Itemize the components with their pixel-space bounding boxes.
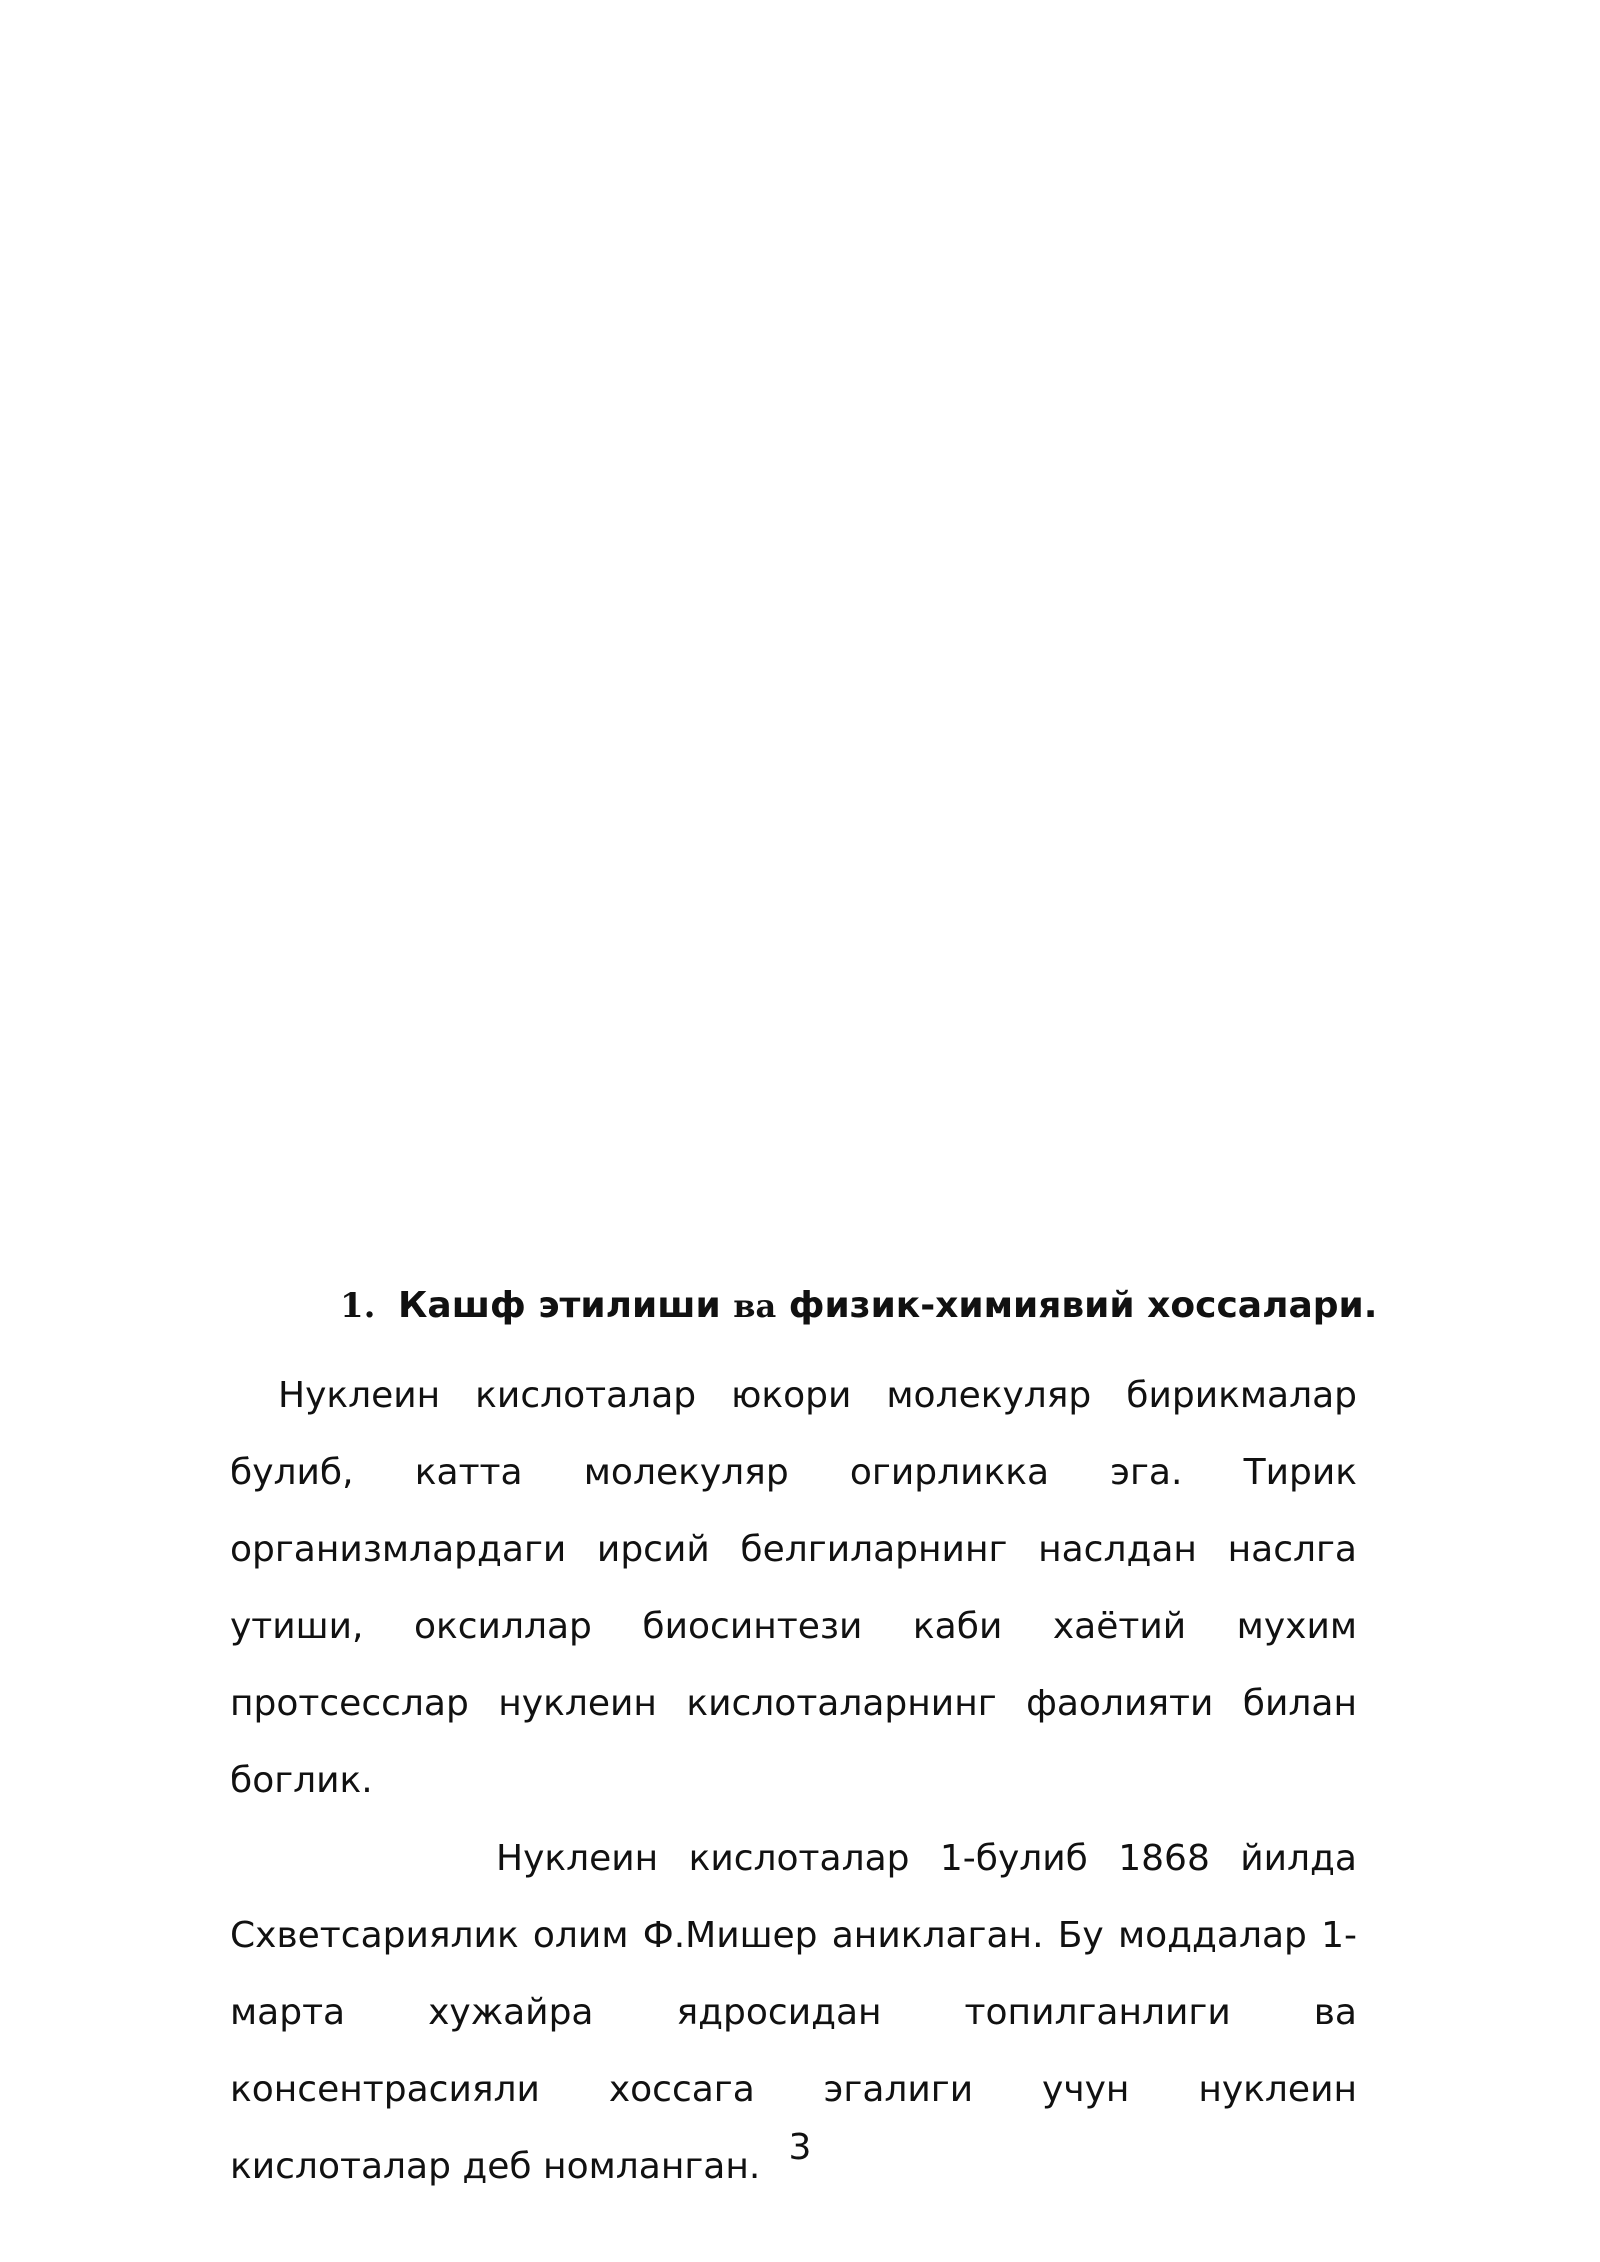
- section-number: 1.: [340, 1286, 376, 1326]
- page-number: 3: [788, 2127, 812, 2168]
- paragraph-1: Нуклеин кислоталар юкори молекуляр бирикмалар булиб, катта молекуляр огирликка эга. Тирик организмлардаги ирсий белгиларнинг наслдан наслга утиши, оксиллар биосинтези каби хаётий мухим протсесслар нуклеин кислоталарнинг фаолияти билан боглик.: [230, 1375, 1357, 1801]
- paragraph-2: Нуклеин кислоталар 1-булиб 1868 йилда Схветсариялик олим Ф.Мишер аниклаган. Бу моддалар 1-марта хужайра ядросидан топилганлиги ва консентрасияли хоссага эгалиги учун нуклеин кислоталар деб номланган.: [230, 1838, 1357, 2187]
- section-title-part1: Кашф этилиши: [398, 1285, 734, 1326]
- section-heading: [340, 1282, 1440, 1330]
- section-title-part3: физик-химиявий хоссалари.: [776, 1285, 1378, 1326]
- section-title-part2: ва: [733, 1287, 777, 1325]
